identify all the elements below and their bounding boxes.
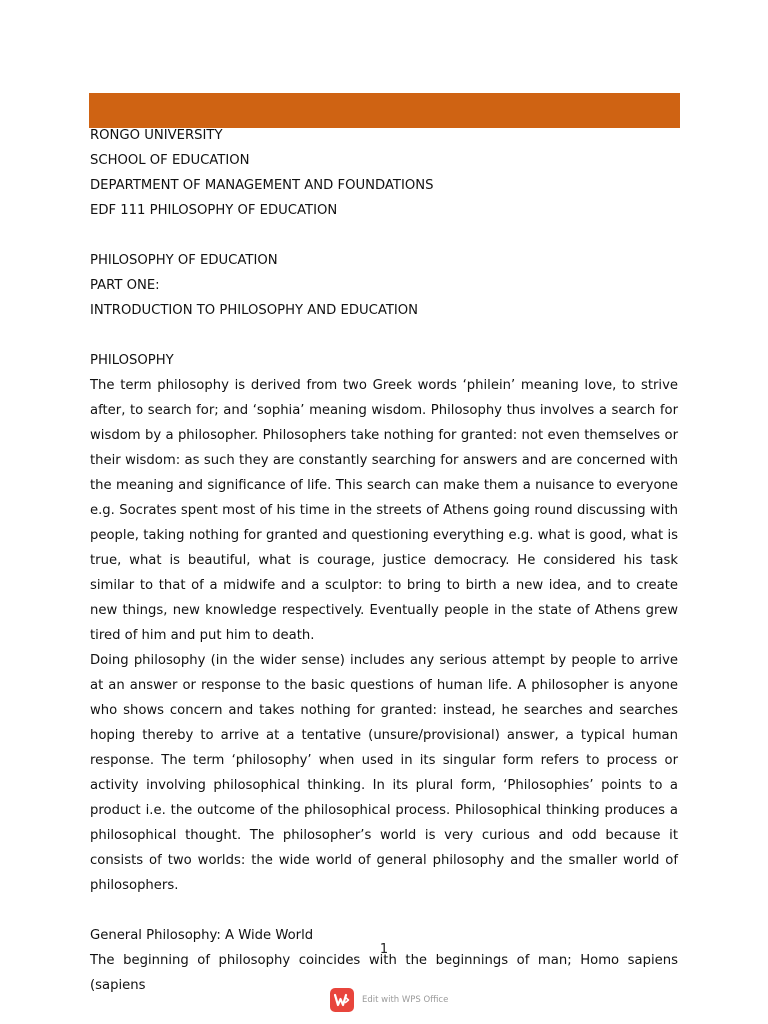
part-title: INTRODUCTION TO PHILOSOPHY AND EDUCATION (90, 303, 419, 318)
school-name: SCHOOL OF EDUCATION (90, 153, 250, 168)
department-name: DEPARTMENT OF MANAGEMENT AND FOUNDATIONS (90, 178, 434, 193)
philosophy-paragraph-2: Doing philosophy (in the wider sense) includes any serious attempt by people to arrive at an answer or response to the basic questions of human life. A philosopher is anyone who shows concern and takes nothing for granted: instead, he searches and searches hoping thereby to arrive at a tentative (unsure/provisional) answer, a typical human response. The term ‘philosophy’ when used in its singular form refers to process or activity involving philosophical thinking. In its plural form, ‘Philosophies’ points to a product i.e. the outcome of the philosophical process. Philosophical thinking produces a philosophical thought. The philosopher’s world is very curious and odd because it consists of two worlds: the wide world of general philosophy and the smaller world of philosophers. (90, 653, 678, 893)
page-number: 1 (379, 942, 389, 957)
general-philosophy-heading: General Philosophy: A Wide World (90, 928, 314, 943)
section-title: PHILOSOPHY OF EDUCATION (90, 253, 278, 268)
wps-edit-link[interactable] (330, 988, 448, 1012)
wps-logo-glyph-icon (334, 993, 350, 1007)
course-title: EDF 111 PHILOSOPHY OF EDUCATION (90, 203, 338, 218)
document-body (90, 123, 678, 998)
philosophy-heading: PHILOSOPHY (90, 353, 174, 368)
wps-edit-text[interactable]: Edit with WPS Office (362, 995, 449, 1005)
general-philosophy-paragraph: The beginning of philosophy coincides with the beginnings of man; Homo sapiens (sapiens (90, 953, 678, 993)
spacer (90, 223, 678, 248)
spacer (90, 898, 678, 923)
philosophy-paragraph-1: The term philosophy is derived from two Greek words ‘philein’ meaning love, to strive after, to search for; and ‘sophia’ meaning wisdom. Philosophy thus involves a search for wisdom by a philosopher. Philosophers take nothing for granted: not even themselves or their wisdom: as such they are constantly searching for answers and are concerned with the meaning and significance of life. This search can make them a nuisance to everyone e.g. Socrates spent most of his time in the streets of Athens going round discussing with people, taking nothing for granted and questioning everything e.g. what is good, what is true, what is beautiful, what is courage, justice democracy. He considered his task similar to that of a midwife and a sculptor: to bring to birth a new idea, and to create new things, new knowledge respectively. Eventually people in the state of Athens grew tired of him and put him to death. (90, 378, 678, 643)
university-name: RONGO UNIVERSITY (90, 128, 223, 143)
part-label: PART ONE: (90, 278, 160, 293)
spacer (90, 323, 678, 348)
wps-logo-icon (330, 988, 354, 1012)
